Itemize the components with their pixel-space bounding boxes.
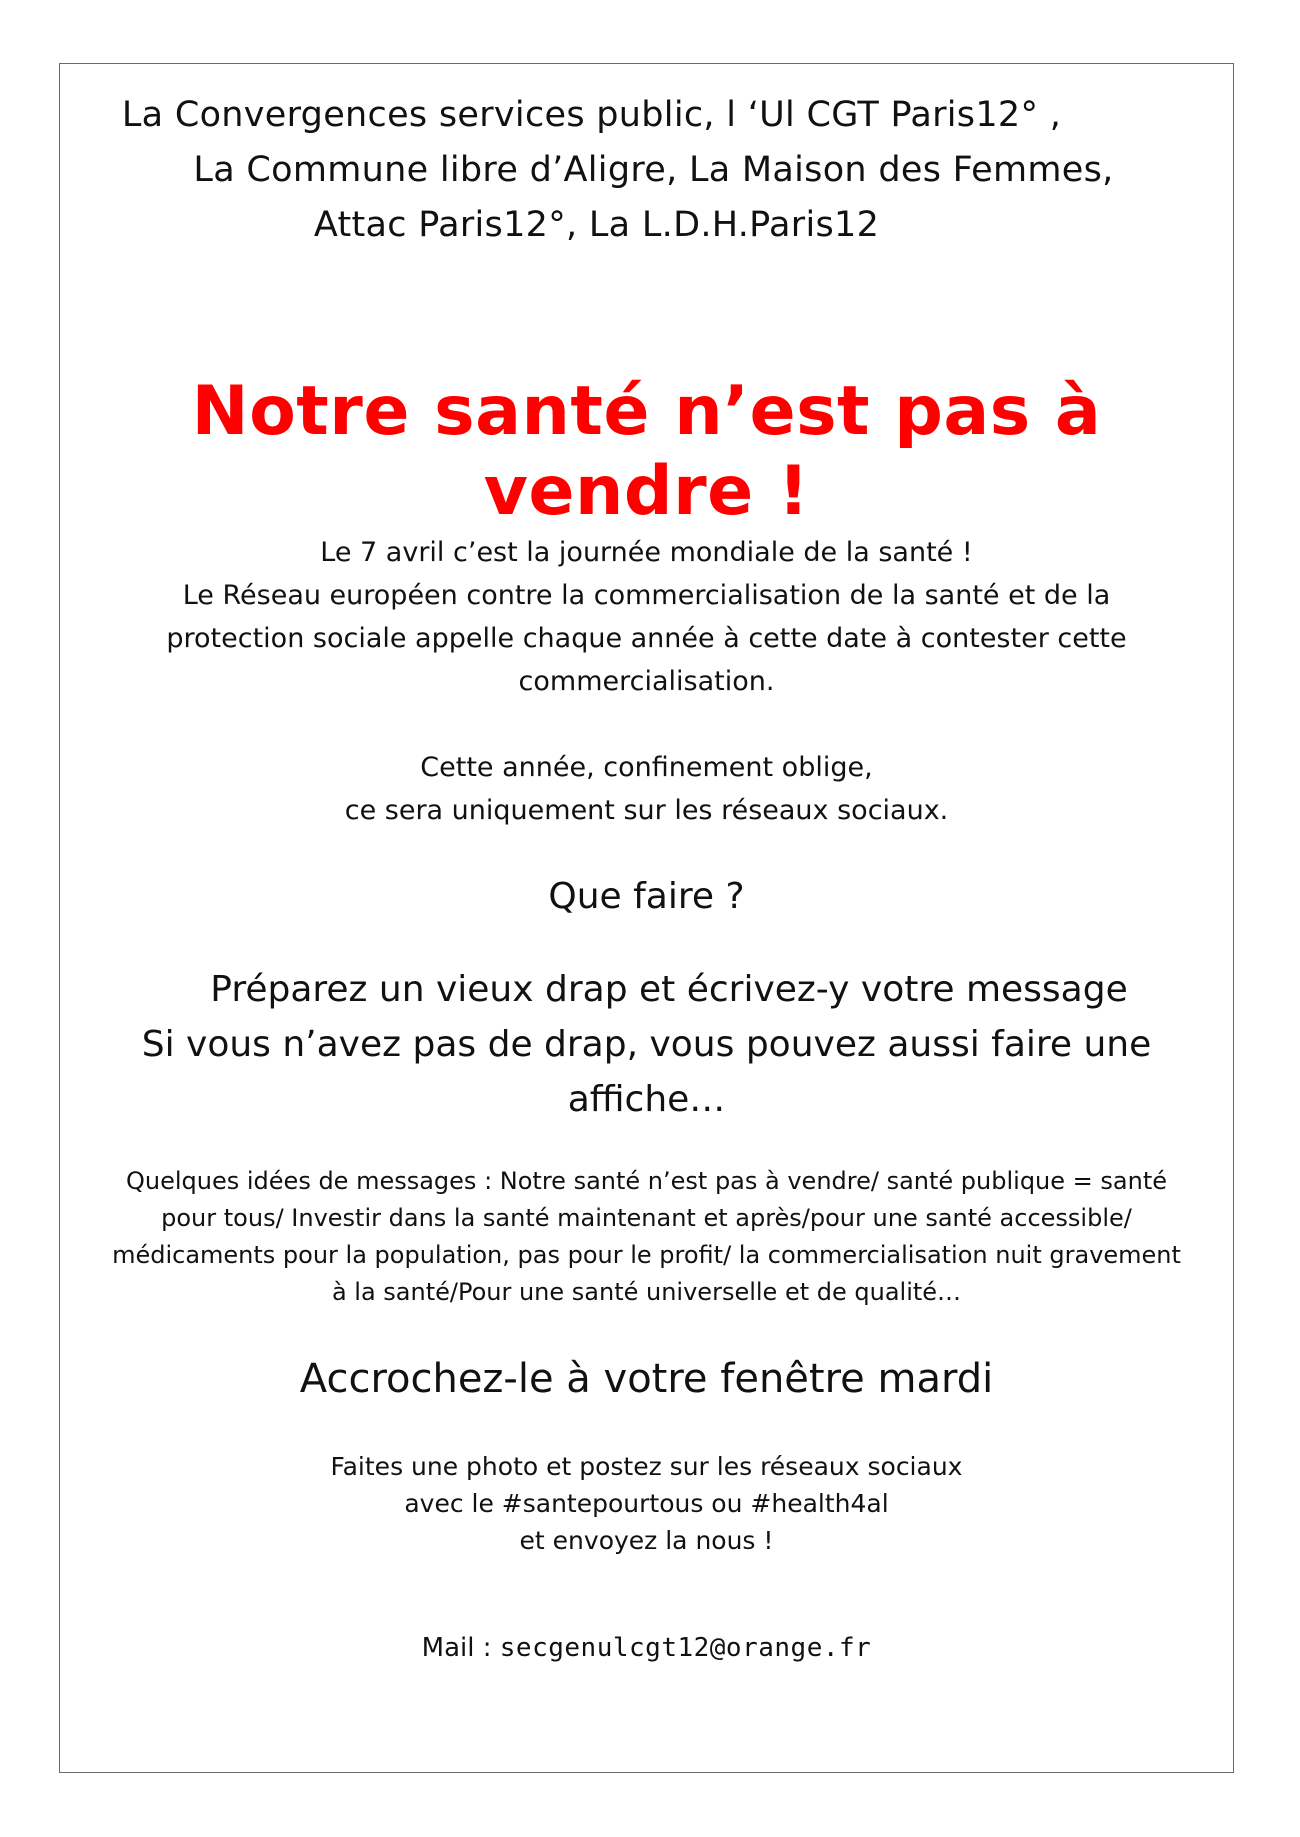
call-to-action-heading: Accrochez-le à votre fenêtre mardi bbox=[299, 1356, 994, 1402]
instructions-line: affiche… bbox=[567, 1079, 726, 1120]
photo-line: et envoyez la nous ! bbox=[519, 1526, 774, 1555]
confinement-line: Cette année, confinement oblige, bbox=[420, 752, 873, 783]
page-title: Notre santé n’est pas à vendre ! bbox=[191, 372, 1102, 531]
intro-paragraph bbox=[59, 531, 1234, 703]
confinement-line: ce sera uniquement sur les réseaux sociaux. bbox=[344, 795, 949, 826]
organizations-line: La Convergences services public, l ‘Ul CGT Paris12° , bbox=[121, 95, 1062, 135]
photo-line: Faites une photo et postez sur les réseaux sociaux bbox=[330, 1452, 963, 1481]
organizations-line: Attac Paris12°, La L.D.H.Paris12 bbox=[313, 205, 880, 245]
ideas-line: Quelques idées de messages : Notre santé n’est pas à vendre/ santé publique = santé bbox=[126, 1167, 1167, 1195]
confinement-paragraph bbox=[59, 746, 1234, 832]
contact-line bbox=[59, 1630, 1234, 1666]
ideas-line: pour tous/ Investir dans la santé maintenant et après/pour une santé accessible/ bbox=[161, 1204, 1132, 1232]
organizations-line: La Commune libre d’Aligre, La Maison des Femmes, bbox=[193, 150, 1114, 190]
question-heading: Que faire ? bbox=[548, 876, 745, 917]
intro-line: commercialisation. bbox=[518, 666, 775, 697]
ideas-line: à la santé/Pour une santé universelle et de qualité… bbox=[331, 1278, 962, 1306]
intro-line: protection sociale appelle chaque année à cette date à contester cette bbox=[166, 623, 1127, 654]
photo-instructions bbox=[59, 1448, 1234, 1559]
message-ideas-paragraph bbox=[59, 1163, 1234, 1311]
photo-line: avec le #santepourtous ou #health4al bbox=[404, 1489, 889, 1518]
email-address: secgenulcgt12@orange.fr bbox=[499, 1633, 872, 1663]
intro-line: Le 7 avril c’est la journée mondiale de la santé ! bbox=[320, 537, 973, 568]
organizations-header bbox=[59, 88, 1234, 253]
mail-label: Mail : bbox=[421, 1633, 500, 1663]
instructions-line: Si vous n’avez pas de drap, vous pouvez aussi faire une bbox=[141, 1024, 1152, 1065]
intro-line: Le Réseau européen contre la commercialisation de la santé et de la bbox=[182, 580, 1111, 611]
ideas-line: médicaments pour la population, pas pour le profit/ la commercialisation nuit gravement bbox=[112, 1241, 1181, 1269]
instructions-paragraph bbox=[59, 962, 1234, 1127]
instructions-line: Préparez un vieux drap et écrivez-y votre message bbox=[210, 969, 1128, 1010]
